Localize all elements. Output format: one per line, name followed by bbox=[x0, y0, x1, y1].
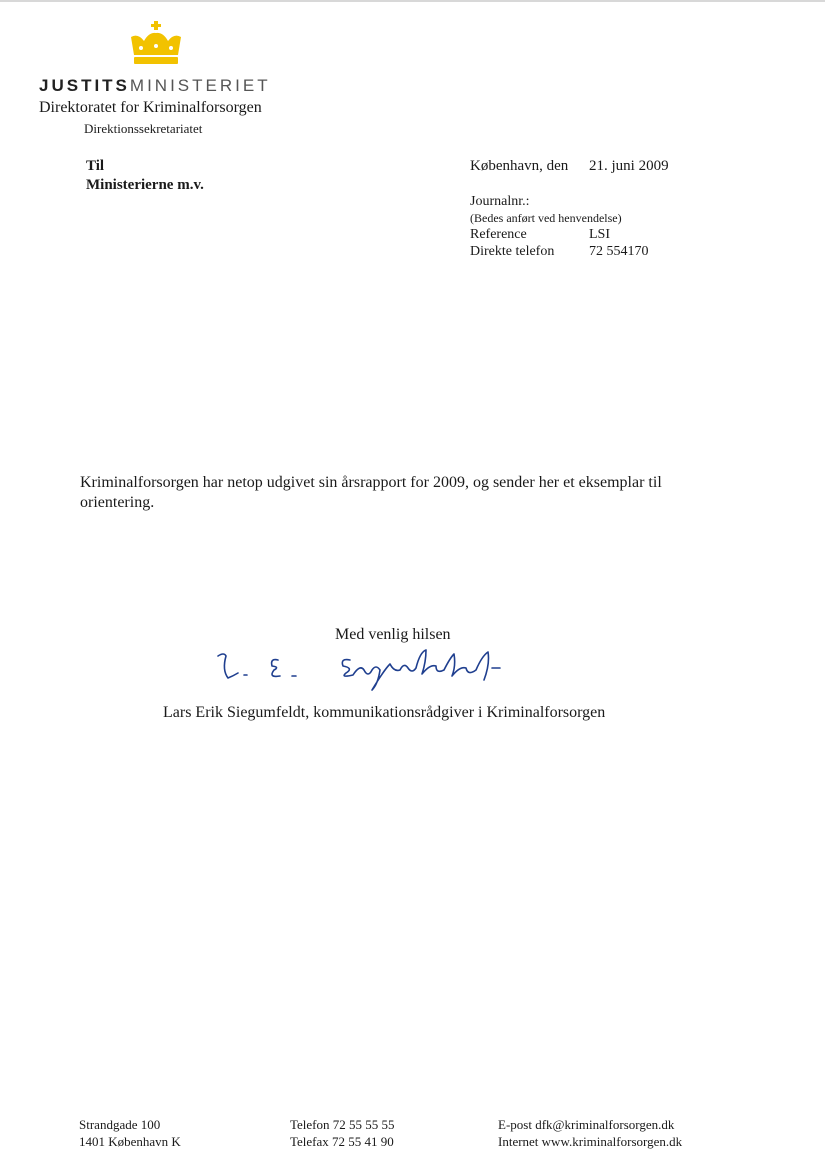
handwritten-signature bbox=[200, 640, 520, 700]
date-text: 21. juni 2009 bbox=[589, 158, 669, 174]
ministry-name bbox=[39, 76, 271, 96]
phone-label: Direkte telefon bbox=[470, 244, 555, 259]
place-text: København, den bbox=[470, 158, 569, 174]
footer-address bbox=[79, 1116, 181, 1150]
footer-phone: Telefon 72 55 55 55 bbox=[290, 1117, 395, 1132]
closing-text: Med venlig hilsen bbox=[335, 626, 451, 643]
recipient-line2: Ministerierne m.v. bbox=[86, 177, 204, 193]
ministry-name-part1: JUSTITS bbox=[39, 76, 130, 95]
footer-address-line1: Strandgade 100 bbox=[79, 1117, 161, 1132]
journal-note: (Bedes anført ved henvendelse) bbox=[470, 211, 622, 225]
reference-label: Reference bbox=[470, 227, 527, 242]
footer-address-line2: 1401 København K bbox=[79, 1134, 181, 1149]
department-name: Direktoratet for Kriminalforsorgen bbox=[39, 99, 262, 116]
footer-phone-block bbox=[290, 1116, 395, 1150]
footer-web: Internet www.kriminalforsorgen.dk bbox=[498, 1134, 683, 1149]
top-edge-line bbox=[0, 0, 825, 2]
phone-value: 72 554170 bbox=[589, 244, 649, 259]
ministry-name-part2: MINISTERIET bbox=[129, 76, 271, 95]
signer-name: Lars Erik Siegumfeldt, kommunikationsrådgiver i Kriminalforsorgen bbox=[163, 704, 606, 721]
body-paragraph: Kriminalforsorgen har netop udgivet sin årsrapport for 2009, og sender her et eksemplar til orientering. bbox=[80, 474, 662, 511]
subdepartment-name: Direktionssekretariatet bbox=[84, 121, 203, 136]
crown-icon bbox=[128, 21, 184, 67]
footer-email: E-post dfk@kriminalforsorgen.dk bbox=[498, 1117, 675, 1132]
journal-label: Journalnr.: bbox=[470, 194, 530, 209]
recipient-line1: Til bbox=[86, 158, 105, 174]
footer-contact-block bbox=[498, 1116, 682, 1150]
footer-fax: Telefax 72 55 41 90 bbox=[290, 1134, 394, 1149]
reference-value: LSI bbox=[589, 227, 610, 242]
